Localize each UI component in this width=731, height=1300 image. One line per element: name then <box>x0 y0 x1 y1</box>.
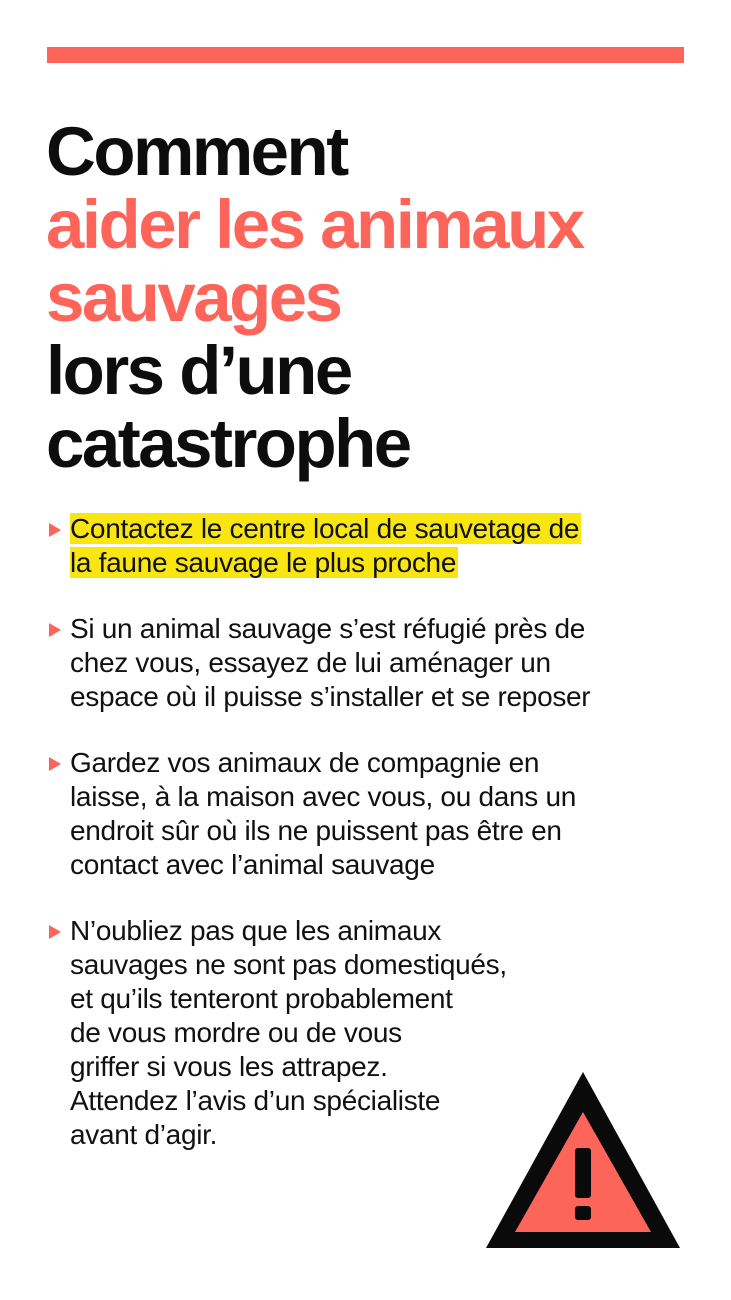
page-title <box>46 115 706 480</box>
title-line-2: aider les animaux <box>46 186 583 263</box>
tip-item-keep-pets <box>48 746 668 882</box>
triangle-bullet-icon <box>49 623 61 637</box>
title-line-4: lors d’une <box>46 332 351 409</box>
triangle-bullet-icon <box>49 925 61 939</box>
warning-triangle-icon <box>482 1068 684 1251</box>
title-line-5: catastrophe <box>46 405 410 482</box>
tips-list <box>48 512 668 1152</box>
title-line-3: sauvages <box>46 259 341 336</box>
tip-text: Gardez vos animaux de compagnie en laisse, à la maison avec vous, ou dans un endroit sûr où ils ne puissent pas être en contact avec l’animal sauvage <box>70 747 577 880</box>
title-line-1: Comment <box>46 113 347 190</box>
tip-item-contact-centre <box>48 512 668 580</box>
tip-text-highlighted: Contactez le centre local de sauvetage de la faune sauvage le plus proche <box>70 513 580 578</box>
top-accent-bar <box>47 47 684 63</box>
triangle-bullet-icon <box>49 523 61 537</box>
tip-text: N’oubliez pas que les animaux sauvages ne sont pas domestiqués, et qu’ils tenteront probablement de vous mordre ou de vous griffer si vous les attrapez. Attendez l’avis d’un spécialiste avant d’agir. <box>70 915 507 1150</box>
tip-item-shelter-space <box>48 612 668 714</box>
tip-text: Si un animal sauvage s’est réfugié près de chez vous, essayez de lui aménager un espace où il puisse s’installer et se reposer <box>70 613 591 712</box>
triangle-bullet-icon <box>49 757 61 771</box>
